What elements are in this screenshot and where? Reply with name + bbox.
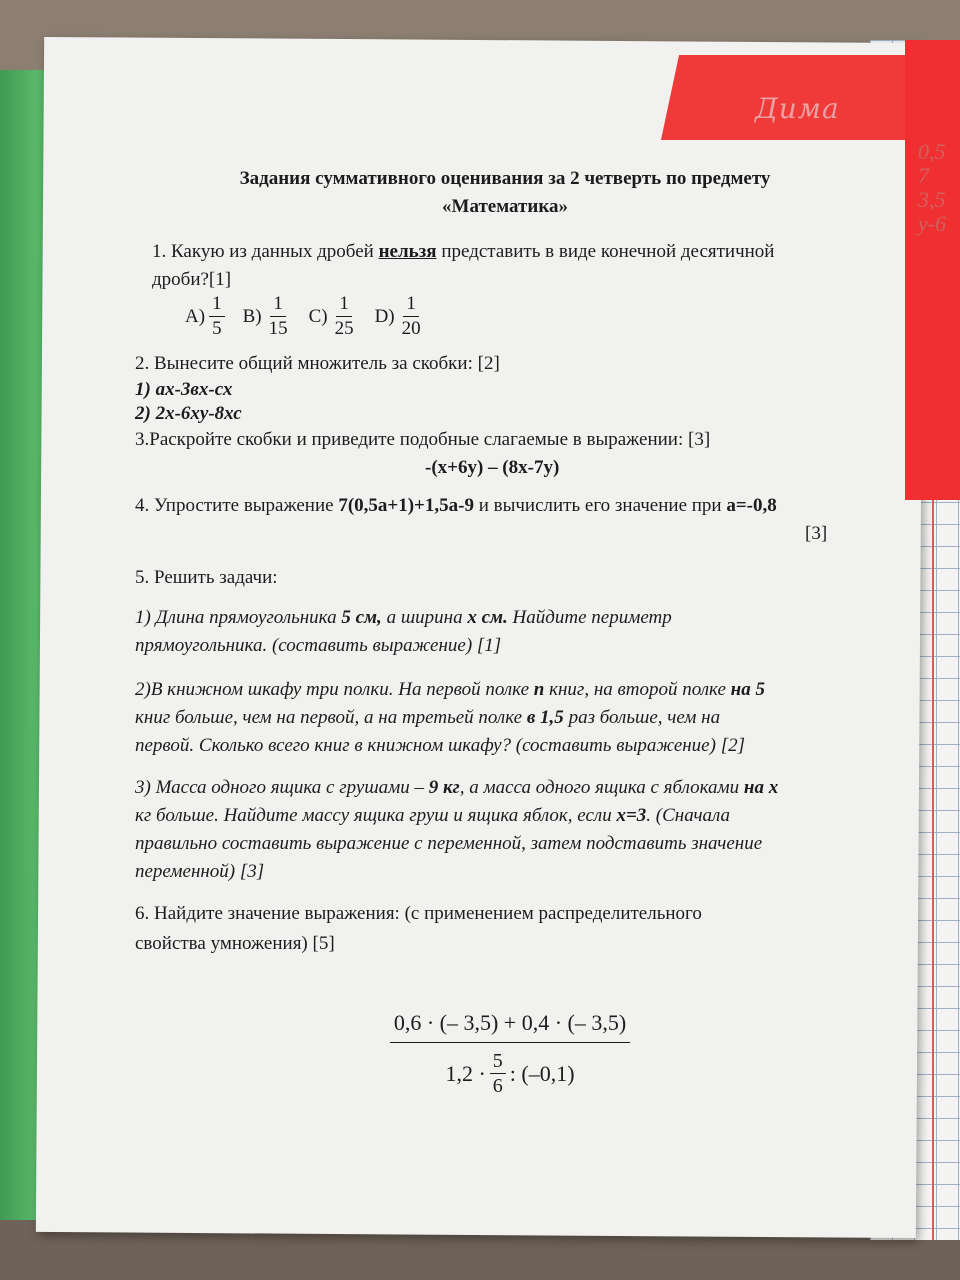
q5-text: 5. Решить задачи: [135, 567, 278, 588]
text-span: кг больше. Найдите массу ящика груш и ящика яблок, если [135, 805, 617, 826]
denominator: 15 [268, 318, 288, 339]
fraction [399, 292, 424, 341]
page-title [150, 165, 860, 221]
q6-line-1: 6. Найдите значение выражения: (с применением распределительного [135, 903, 702, 924]
numerator: 1 [209, 292, 225, 317]
task-2-line-1 [135, 676, 765, 704]
q4-text [135, 492, 777, 520]
task-3-line-4: переменной) [3] [135, 861, 265, 882]
q2-item-2: 2) 2х-6ху-8хс [135, 403, 242, 424]
fraction [332, 292, 357, 341]
q1-emphasis: нельзя [378, 241, 437, 262]
text-span: x=3 [616, 805, 647, 826]
q6-expression [380, 1010, 640, 1098]
text-span: в 1,5 [526, 707, 564, 728]
task-3-line-1 [135, 774, 778, 802]
denominator: 25 [334, 318, 354, 339]
handwritten-name: Дима [755, 92, 840, 125]
text-span: книг больше, чем на первой, а на третьей полке [135, 707, 527, 728]
denominator-fraction [490, 1049, 506, 1098]
q3-expression: -(x+6y) – (8x-7y) [425, 457, 560, 478]
numerator: 5 [490, 1049, 506, 1074]
denominator-suffix: : (–0,1) [509, 1060, 575, 1086]
q4-prefix: 4. Упростите выражение [135, 495, 339, 516]
option-c [309, 292, 361, 341]
text-span: раз больше, чем на [563, 707, 721, 728]
side-mark: 0,5 [918, 139, 946, 164]
text-span: на 5 [730, 679, 765, 700]
text-span: 9 кг [428, 777, 460, 798]
option-b [243, 292, 295, 341]
denominator: 5 [212, 318, 222, 339]
q1-line-1 [152, 238, 774, 266]
numerator: 1 [270, 292, 286, 317]
option-label: B) [242, 305, 262, 327]
red-marker-strip [905, 40, 960, 500]
side-mark: у-6 [918, 211, 947, 236]
numerator: 1 [403, 292, 419, 317]
text-span: на x [743, 777, 779, 798]
text-span: книг, на второй полке [544, 679, 731, 700]
q6-line-2: свойства умножения) [5] [135, 933, 335, 954]
q4-points: [3] [805, 523, 828, 544]
text-span: n [533, 679, 545, 700]
text-span: Найдите периметр [507, 607, 672, 628]
q1-options [185, 292, 428, 341]
task-2-line-2 [135, 704, 720, 732]
text-span: 2)В книжном шкафу три полки. На первой полке [135, 679, 534, 700]
side-mark: 7 [918, 163, 929, 188]
numerator: 1 [336, 292, 352, 317]
q1-line-2: дроби?[1] [152, 269, 232, 290]
option-a [185, 292, 229, 341]
text-span: 1) Длина прямоугольника [135, 607, 342, 628]
text-span: 5 см, [341, 607, 382, 628]
fraction [209, 292, 225, 341]
q2-item-1: 1) ах-3вх-сх [135, 379, 233, 400]
denominator-prefix: 1,2 · [445, 1060, 486, 1086]
q2-text: 2. Вынесите общий множитель за скобки: [2] [135, 353, 500, 374]
option-label: A) [185, 305, 206, 327]
text-span: , а масса одного ящика с яблоками [459, 777, 744, 798]
expression-numerator: 0,6 · (– 3,5) + 0,4 · (– 3,5) [390, 1010, 630, 1043]
task-1-line-2: прямоугольника. (составить выражение) [1] [135, 635, 502, 656]
fraction [266, 292, 291, 341]
text-span: x см. [467, 607, 508, 628]
option-label: D) [374, 305, 395, 327]
denominator: 6 [492, 1075, 503, 1097]
q1-prefix: 1. Какую из данных дробей [152, 241, 379, 262]
option-d [375, 292, 428, 341]
task-3-line-3: правильно составить выражение с переменной, затем подставить значение [135, 833, 763, 854]
q4-middle: и вычислить его значение при [473, 495, 727, 516]
text-span: а ширина [381, 607, 468, 628]
title-line-1: Задания суммативного оценивания за 2 четверть по предмету [239, 168, 771, 189]
handwritten-side-marks [918, 140, 958, 236]
text-span: 3) Масса одного ящика с грушами – [135, 777, 429, 798]
task-3-line-2 [135, 802, 730, 830]
task-1-line-1 [135, 604, 672, 632]
title-line-2: «Математика» [442, 196, 568, 217]
q3-text: 3.Раскройте скобки и приведите подобные слагаемые в выражении: [3] [135, 429, 711, 450]
side-mark: 3,5 [918, 187, 946, 212]
option-label: C) [308, 305, 328, 327]
text-span: . (Сначала [646, 805, 731, 826]
q4-expression: 7(0,5a+1)+1,5a-9 [338, 495, 474, 516]
denominator: 20 [401, 318, 421, 339]
q4-value: a=-0,8 [726, 495, 777, 516]
q1-suffix: представить в виде конечной десятичной [436, 241, 775, 262]
expression-denominator [445, 1043, 574, 1098]
task-2-line-3: первой. Сколько всего книг в книжном шкафу? (составить выражение) [2] [135, 735, 745, 756]
